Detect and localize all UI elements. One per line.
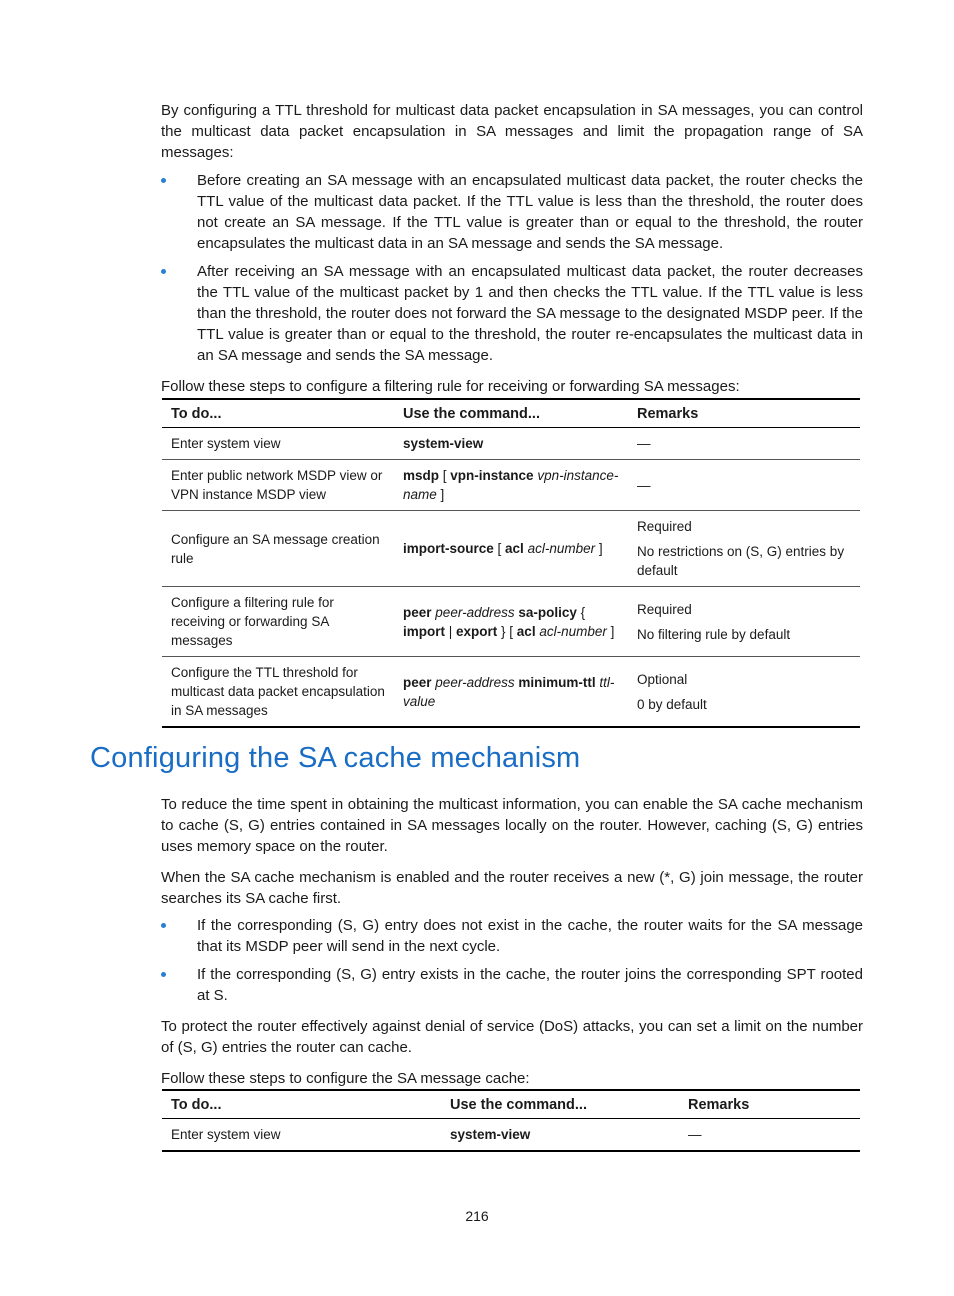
command-token: acl-number bbox=[527, 541, 596, 556]
list-item bbox=[161, 915, 863, 957]
command-token: { bbox=[576, 604, 586, 620]
command-token: vpn-instance-name bbox=[403, 468, 619, 502]
command-token: import bbox=[403, 623, 445, 639]
list-item-text: Before creating an SA message with an encapsulated multicast data packet, the router checks the TTL value of the multicast data packet. If the TTL value is less than the threshold, the router does not create an SA message. If the TTL value is greater than or equal to the threshold, the router encapsulates the multicast data in an SA message and sends the SA message. bbox=[197, 172, 863, 252]
command-token: peer bbox=[403, 604, 432, 620]
command-token: acl-number bbox=[539, 623, 607, 639]
table-body bbox=[162, 1119, 860, 1152]
remarks-line: — bbox=[637, 477, 651, 493]
table-header-row bbox=[162, 1090, 860, 1119]
cache-command-table bbox=[162, 1089, 860, 1152]
command-token: ] bbox=[606, 623, 615, 639]
section-heading: Configuring the SA cache mechanism bbox=[90, 742, 581, 774]
command-token: | bbox=[445, 623, 457, 639]
remarks-line: No restrictions on (S, G) entries by default bbox=[637, 544, 845, 578]
table-row bbox=[162, 460, 860, 511]
command-token: minimum-ttl bbox=[518, 674, 596, 690]
section-paragraph-2: When the SA cache mechanism is enabled and the router receives a new (*, G) join message, the router searches its SA cache first. bbox=[161, 869, 863, 907]
list-item-text: If the corresponding (S, G) entry exists in the cache, the router joins the corresponding SPT rooted at S. bbox=[197, 966, 863, 1004]
cell-command bbox=[394, 657, 628, 728]
command-token: [ bbox=[493, 541, 506, 556]
table-header-row bbox=[162, 399, 860, 428]
cell-remarks bbox=[628, 511, 860, 587]
command-token: acl bbox=[505, 541, 524, 556]
table-row bbox=[162, 1119, 860, 1152]
column-header-todo: To do... bbox=[162, 1090, 441, 1119]
column-header-remarks: Remarks bbox=[679, 1090, 860, 1119]
cell-command bbox=[394, 511, 628, 587]
cell-command bbox=[394, 587, 628, 657]
section-paragraph-3: To protect the router effectively against denial of service (DoS) attacks, you can set a limit on the number of (S, G) entries the router can cache. bbox=[161, 1018, 863, 1056]
ttl-bullet-list bbox=[161, 170, 863, 373]
cache-bullet-list bbox=[161, 915, 863, 1013]
section-paragraph-1: To reduce the time spent in obtaining the multicast information, you can enable the SA cache mechanism to cache (S, G) entries contained in SA messages locally on the router. However, caching (S, G) entries uses memory space on the router. bbox=[161, 796, 863, 855]
command-token: acl bbox=[516, 623, 536, 639]
table-body bbox=[162, 428, 860, 728]
list-item-text: After receiving an SA message with an encapsulated multicast data packet, the router decreases the TTL value of the multicast packet by 1 and then checks the TTL value. If the TTL value is less than the threshold, the router does not forward the SA message to the designated MSDP peer. If the TTL value is greater than or equal to the threshold, the router re-encapsulates the multicast data in an SA message and sends the SA message. bbox=[197, 263, 863, 364]
command-token: [ bbox=[439, 468, 451, 483]
bullet-icon bbox=[161, 269, 166, 274]
cell-todo: Configure the TTL threshold for multicast data packet encapsulation in SA messages bbox=[162, 657, 394, 728]
table1-intro: Follow these steps to configure a filtering rule for receiving or forwarding SA messages: bbox=[161, 378, 740, 395]
table-row bbox=[162, 428, 860, 460]
command-token: ttl-value bbox=[403, 674, 615, 709]
command-token: } [ bbox=[497, 623, 517, 639]
table-row bbox=[162, 657, 860, 728]
cell-todo: Enter system view bbox=[162, 428, 394, 460]
remarks-line: — bbox=[637, 436, 651, 451]
cell-remarks bbox=[628, 657, 860, 728]
cell-todo: Configure an SA message creation rule bbox=[162, 511, 394, 587]
remarks-line: No filtering rule by default bbox=[637, 626, 791, 642]
list-item bbox=[161, 170, 863, 254]
table-row bbox=[162, 587, 860, 657]
column-header-command: Use the command... bbox=[441, 1090, 679, 1119]
command-token: peer-address bbox=[435, 674, 515, 690]
command-token: system-view bbox=[450, 1127, 531, 1142]
intro-paragraph: By configuring a TTL threshold for multicast data packet encapsulation in SA messages, you can control the multicast data packet encapsulation in SA messages and limit the propagation range of SA messages: bbox=[161, 102, 863, 161]
command-token: peer bbox=[403, 674, 432, 690]
bullet-icon bbox=[161, 923, 166, 928]
command-token: ] bbox=[595, 541, 603, 556]
cell-command bbox=[394, 460, 628, 511]
table-row bbox=[162, 511, 860, 587]
list-item-text: If the corresponding (S, G) entry does not exist in the cache, the router waits for the SA message that its MSDP peer will send in the next cycle. bbox=[197, 917, 863, 955]
remarks-line: Optional bbox=[637, 671, 688, 687]
cell-todo: Enter system view bbox=[162, 1119, 441, 1152]
cell-command bbox=[394, 428, 628, 460]
column-header-command: Use the command... bbox=[394, 399, 628, 428]
remarks-line: 0 by default bbox=[637, 696, 707, 712]
cell-remarks bbox=[628, 460, 860, 511]
command-token: ] bbox=[436, 487, 445, 502]
table2-intro: Follow these steps to configure the SA message cache: bbox=[161, 1070, 530, 1087]
bullet-icon bbox=[161, 972, 166, 977]
cell-remarks bbox=[628, 428, 860, 460]
cell-todo: Configure a filtering rule for receiving or forwarding SA messages bbox=[162, 587, 394, 657]
cell-command bbox=[441, 1119, 679, 1152]
column-header-todo: To do... bbox=[162, 399, 394, 428]
command-token: msdp bbox=[403, 468, 440, 483]
command-token: import-source bbox=[403, 541, 494, 556]
list-item bbox=[161, 964, 863, 1006]
list-item bbox=[161, 261, 863, 366]
remarks-line: — bbox=[688, 1127, 702, 1142]
bullet-icon bbox=[161, 178, 166, 183]
cell-remarks bbox=[628, 587, 860, 657]
remarks-line: Required bbox=[637, 519, 692, 534]
remarks-line: Required bbox=[637, 601, 692, 617]
command-token: system-view bbox=[403, 436, 484, 451]
command-token: vpn-instance bbox=[450, 468, 534, 483]
cell-remarks bbox=[679, 1119, 860, 1152]
command-token: export bbox=[456, 623, 498, 639]
cell-todo: Enter public network MSDP view or VPN instance MSDP view bbox=[162, 460, 394, 511]
page-number: 216 bbox=[465, 1208, 489, 1224]
column-header-remarks: Remarks bbox=[628, 399, 860, 428]
filtering-command-table bbox=[162, 398, 860, 728]
command-token: sa-policy bbox=[518, 604, 577, 620]
command-token: peer-address bbox=[435, 604, 515, 620]
